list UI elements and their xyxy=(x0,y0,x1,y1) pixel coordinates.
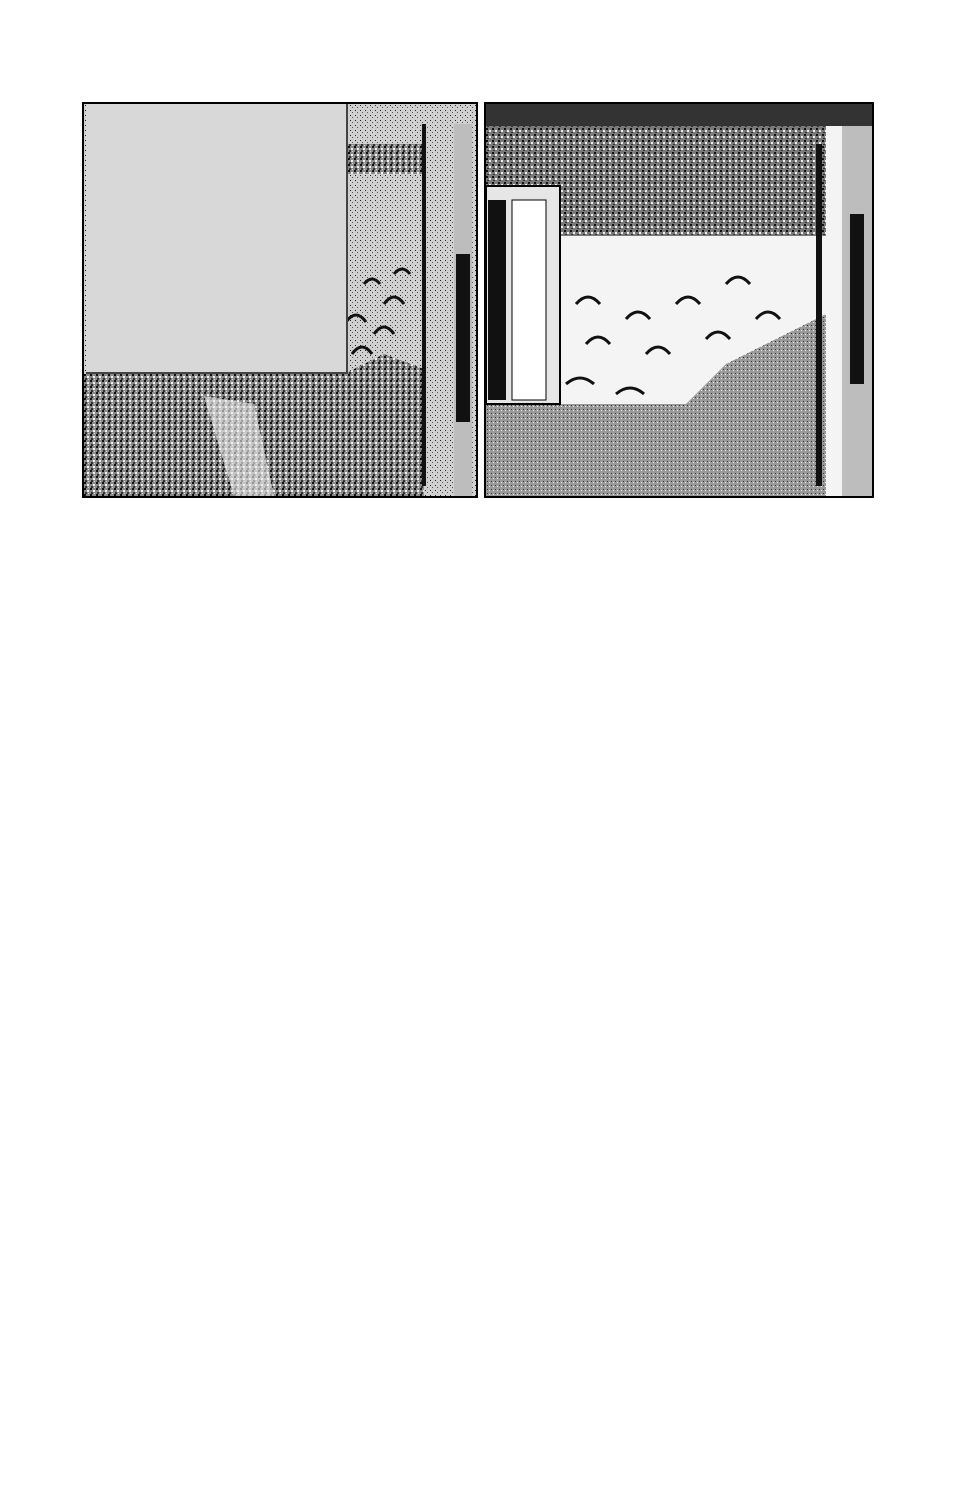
chart-speed-screen xyxy=(484,102,874,498)
sonar-menu-screen xyxy=(82,102,478,498)
sonar-background-right xyxy=(486,104,872,496)
sonar-page-menu xyxy=(86,104,348,374)
page xyxy=(68,88,886,512)
figure-pair xyxy=(82,102,886,496)
chart-speed-label xyxy=(488,296,506,416)
window-title-bar xyxy=(486,104,872,126)
